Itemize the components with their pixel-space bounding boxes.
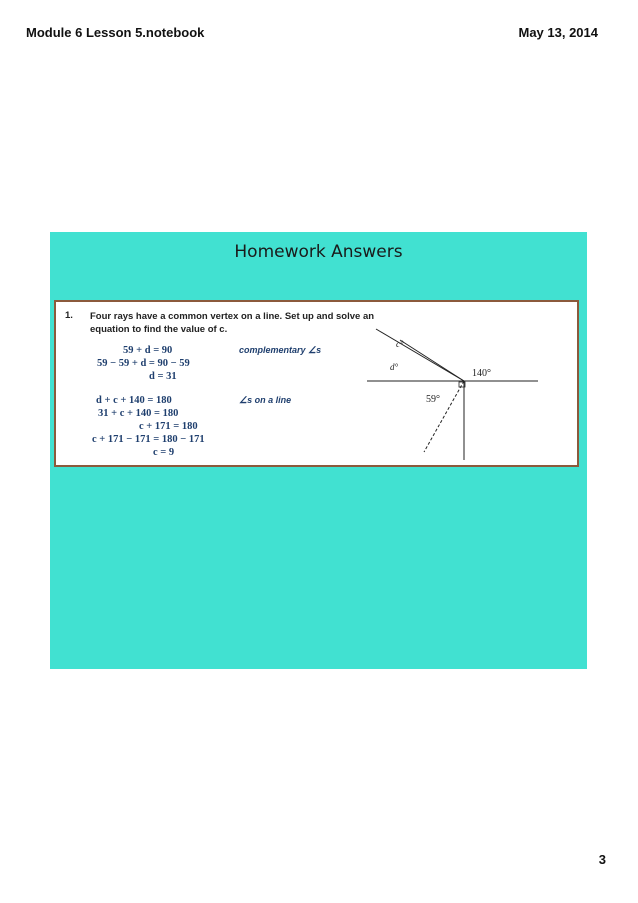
slide-title: Homework Answers	[234, 242, 403, 262]
equation-line: 31 + c + 140 = 180	[98, 408, 179, 419]
label-c: c°	[396, 339, 404, 349]
ray-upper-left-shallow	[400, 340, 464, 381]
equation-line: c + 171 = 180	[139, 421, 198, 432]
page-number: 3	[598, 852, 606, 867]
reason-straight-line: ∠s on a line	[239, 395, 292, 405]
equation-line: c = 9	[153, 447, 175, 458]
label-59: 59°	[426, 394, 440, 405]
label-d: d°	[390, 362, 399, 372]
equation-line: d = 31	[149, 371, 177, 382]
slide-panel	[50, 232, 587, 669]
ray-lower-left	[424, 381, 464, 452]
problem-statement-line-2: equation to find the value of c.	[90, 324, 228, 335]
rays-diagram	[56, 302, 577, 465]
equation-line: c + 171 − 171 = 180 − 171	[92, 434, 205, 445]
equation-line: d + c + 140 = 180	[96, 395, 172, 406]
notebook-title: Module 6 Lesson 5.notebook	[26, 25, 205, 40]
problem-statement-line-1: Four rays have a common vertex on a line. Set up and solve an	[90, 311, 375, 322]
page-date: May 13, 2014	[518, 25, 598, 40]
problem-card	[54, 300, 579, 467]
ray-upper-left-steep	[376, 329, 464, 381]
problem-number: 1.	[65, 310, 73, 321]
equation-line: 59 + d = 90	[123, 345, 173, 356]
equation-line: 59 − 59 + d = 90 − 59	[97, 358, 190, 369]
reason-complementary: complementary ∠s	[239, 345, 322, 355]
label-140: 140°	[472, 368, 491, 379]
